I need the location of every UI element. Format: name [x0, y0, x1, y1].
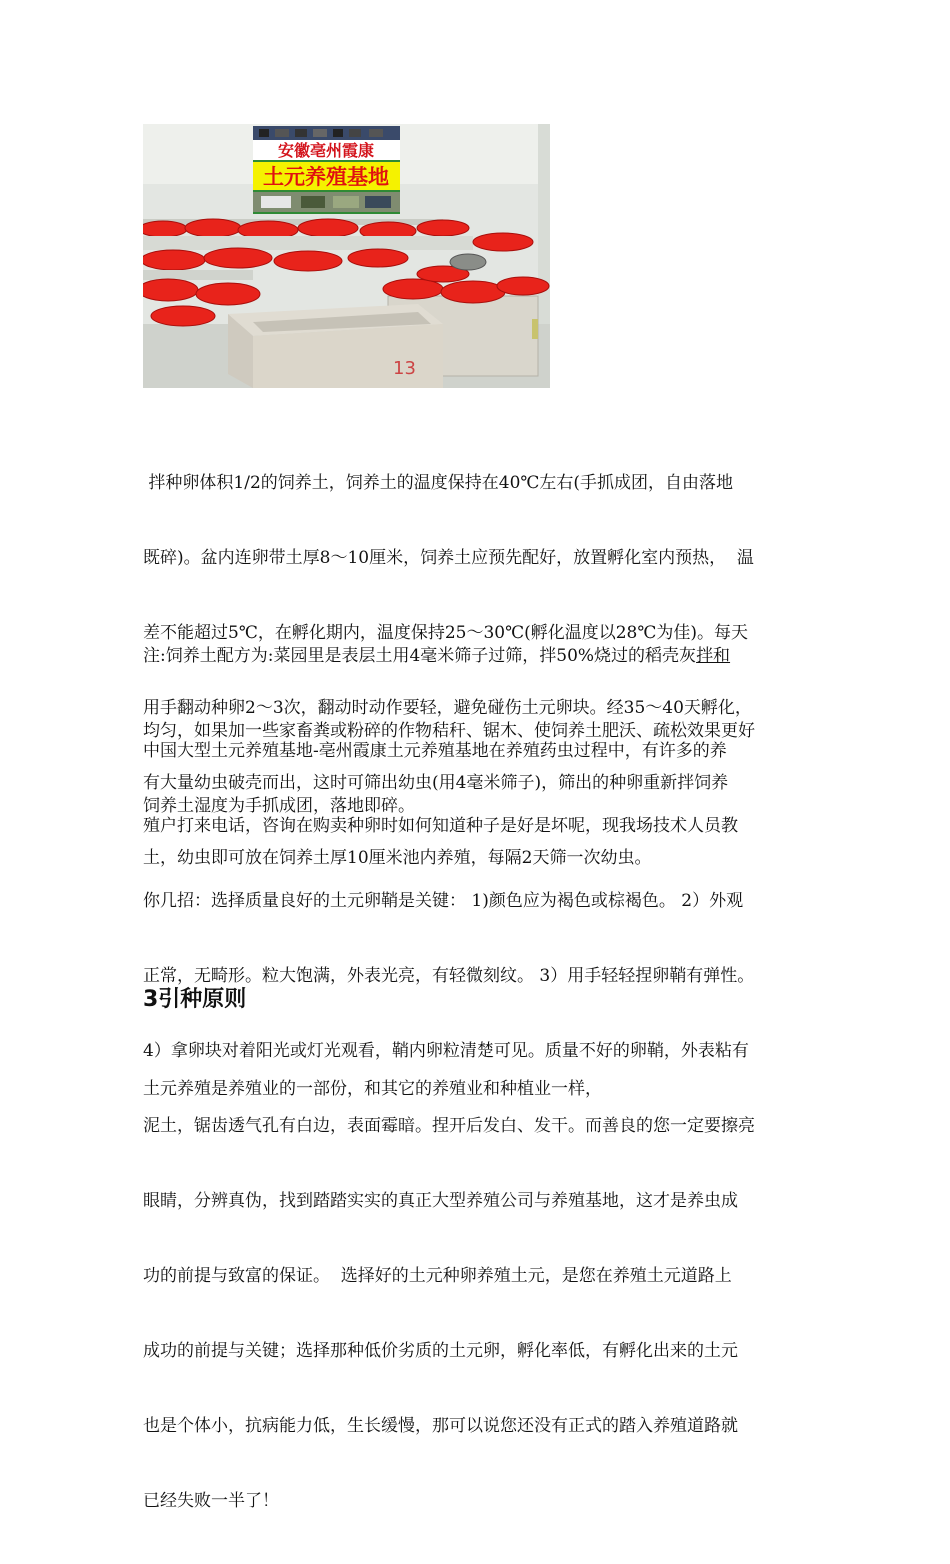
text-line: 土，幼虫即可放在饲养土厚10厘米池内养殖，每隔2天筛一次幼虫。: [143, 848, 652, 868]
text-line: 殖户打来电话，咨询在购卖种卵时如何知道种子是好是坏呢，现我场技术人员教: [143, 816, 738, 836]
text-line: 既碎)。盆内连卵带土厚8～10厘米，饲养土应预先配好，放置孵化室内预热， 温: [143, 548, 754, 568]
note-text: 注:饲养土配方为:菜园里是表层土用4毫米筛子过筛，拌50%烧过的稻壳灰: [143, 646, 697, 666]
text-line: 功的前提与致富的保证。 选择好的土元种卵养殖土元，是您在养殖土元道路上: [143, 1266, 732, 1286]
text-line: 差不能超过5℃，在孵化期内，温度保持25～30℃(孵化温度以28℃为佳)。每天: [143, 623, 749, 643]
text-line: 土元养殖是养殖业的一部份，和其它的养殖业和种植业一样，: [143, 1079, 602, 1099]
intro-paragraph: [143, 1027, 815, 1152]
text-line: [143, 644, 815, 669]
section-heading: 3引种原则: [143, 987, 247, 1012]
text-line: 泥土，锯齿透气孔有白边，表面霉暗。捏开后发白、发干。而善良的您一定要擦亮: [143, 1116, 755, 1136]
text-line: 均匀，如果加一些家畜粪或粉碎的作物秸秆、锯木、使饲养土肥沃、疏松效果更好: [143, 721, 755, 741]
text-line: 饲养土湿度为手抓成团，落地即碎。: [143, 796, 415, 816]
text-line: 你几招：选择质量良好的土元卵鞘是关键： 1)颜色应为褐色或棕褐色。 2）外观: [143, 891, 744, 911]
text-line: 中国大型土元养殖基地-亳州霞康土元养殖基地在养殖药虫过程中，有许多的养: [143, 741, 727, 761]
text-line: 4）拿卵块对着阳光或灯光观看，鞘内卵粒清楚可见。质量不好的卵鞘，外表粘有: [143, 1041, 749, 1061]
text-line: 用手翻动种卵2～3次，翻动时动作要轻，避免碰伤土元卵块。经35～40天孵化，: [143, 698, 752, 718]
sign-line-2: 土元养殖基地: [263, 165, 389, 189]
text-line: 眼睛，分辨真伪，找到踏踏实实的真正大型养殖公司与养殖基地，这才是养虫成: [143, 1191, 738, 1211]
text-line: 已经失败一半了！: [143, 1491, 279, 1511]
text-line: 也是个体小，抗病能力低，生长缓慢，那可以说您还没有正式的踏入养殖道路就: [143, 1416, 738, 1436]
text-line: 拌种卵体积1/2的饲养土，饲养土的温度保持在40℃左右(手抓成团，自由落地: [143, 473, 734, 493]
breeding-base-photo: [143, 124, 550, 388]
sign-line-1: 安徽亳州霞康: [277, 141, 375, 160]
text-line: 正常，无畸形。粒大饱满，外表光亮，有轻微刻纹。 3）用手轻轻捏卵鞘有弹性。: [143, 966, 755, 986]
photo-illustration: [143, 124, 550, 388]
text-line: 成功的前提与关键；选择那种低价劣质的土元卵，孵化率低，有孵化出来的土元: [143, 1341, 738, 1361]
text-line: 有大量幼虫破壳而出，这时可筛出幼虫(用4毫米筛子)，筛出的种卵重新拌饲养: [143, 773, 729, 793]
block-number-label: 13: [393, 358, 416, 379]
underlined-text: 拌和: [696, 646, 731, 666]
